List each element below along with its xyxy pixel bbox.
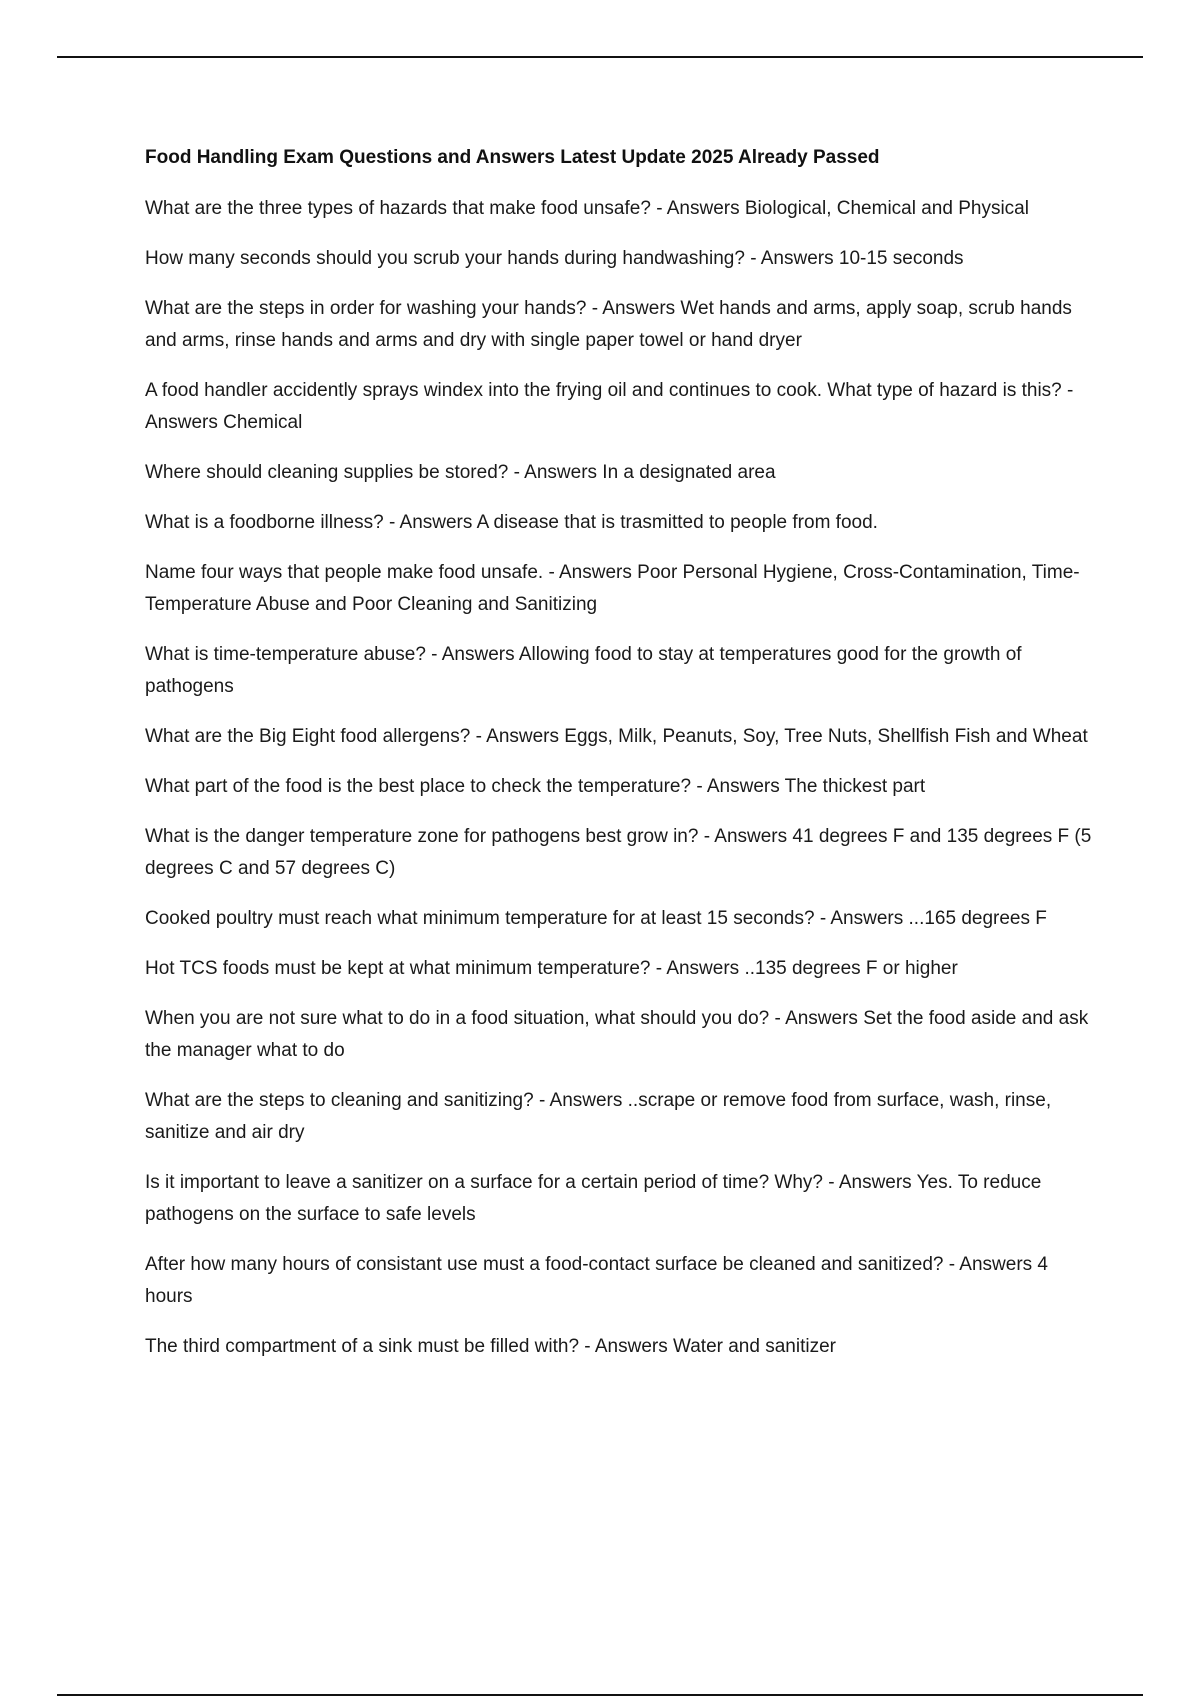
qa-entry: What is a foodborne illness? - Answers A disease that is trasmitted to people from food. [145, 512, 878, 533]
qa-entry: Where should cleaning supplies be stored? - Answers In a designated area [145, 462, 776, 483]
qa-entry: When you are not sure what to do in a food situation, what should you do? - Answers Set the food aside and ask the manager what to do [145, 1008, 1089, 1061]
qa-entry: Cooked poultry must reach what minimum temperature for at least 15 seconds? - Answers ...165 degrees F [145, 908, 1047, 929]
qa-entry: What are the steps in order for washing your hands? - Answers Wet hands and arms, apply soap, scrub hands and arms, rinse hands and arms and dry with single paper towel or hand dryer [145, 298, 1072, 351]
document-body [145, 145, 1095, 1381]
qa-entry: After how many hours of consistant use must a food-contact surface be cleaned and sanitized? - Answers 4 hours [145, 1254, 1048, 1307]
qa-entry: What is time-temperature abuse? - Answers Allowing food to stay at temperatures good for the growth of pathogens [145, 644, 1022, 697]
qa-entry: Hot TCS foods must be kept at what minimum temperature? - Answers ..135 degrees F or higher [145, 958, 958, 979]
qa-entry: Is it important to leave a sanitizer on a surface for a certain period of time? Why? - Answers Yes. To reduce pathogens on the surface to safe levels [145, 1172, 1042, 1225]
qa-entry: What part of the food is the best place to check the temperature? - Answers The thickest part [145, 776, 926, 797]
qa-entry: A food handler accidently sprays windex into the frying oil and continues to cook. What type of hazard is this? - Answers Chemical [145, 380, 1074, 433]
qa-entry: What are the Big Eight food allergens? - Answers Eggs, Milk, Peanuts, Soy, Tree Nuts, Shellfish Fish and Wheat [145, 726, 1088, 747]
qa-entry: How many seconds should you scrub your hands during handwashing? - Answers 10-15 seconds [145, 248, 964, 269]
header-rule [57, 56, 1143, 58]
qa-entry: Name four ways that people make food unsafe. - Answers Poor Personal Hygiene, Cross-Contamination, Time-Temperature Abuse and Poor Cleaning and Sanitizing [145, 562, 1080, 615]
qa-entry: The third compartment of a sink must be filled with? - Answers Water and sanitizer [145, 1336, 836, 1357]
document-title: Food Handling Exam Questions and Answers Latest Update 2025 Already Passed [145, 147, 880, 168]
footer-rule [57, 1694, 1143, 1696]
qa-entry: What are the three types of hazards that make food unsafe? - Answers Biological, Chemical and Physical [145, 198, 1029, 219]
qa-entry: What are the steps to cleaning and sanitizing? - Answers ..scrape or remove food from surface, wash, rinse, sanitize and air dry [145, 1090, 1052, 1143]
qa-entry: What is the danger temperature zone for pathogens best grow in? - Answers 41 degrees F and 135 degrees F (5 degrees C and 57 degrees C) [145, 826, 1092, 879]
